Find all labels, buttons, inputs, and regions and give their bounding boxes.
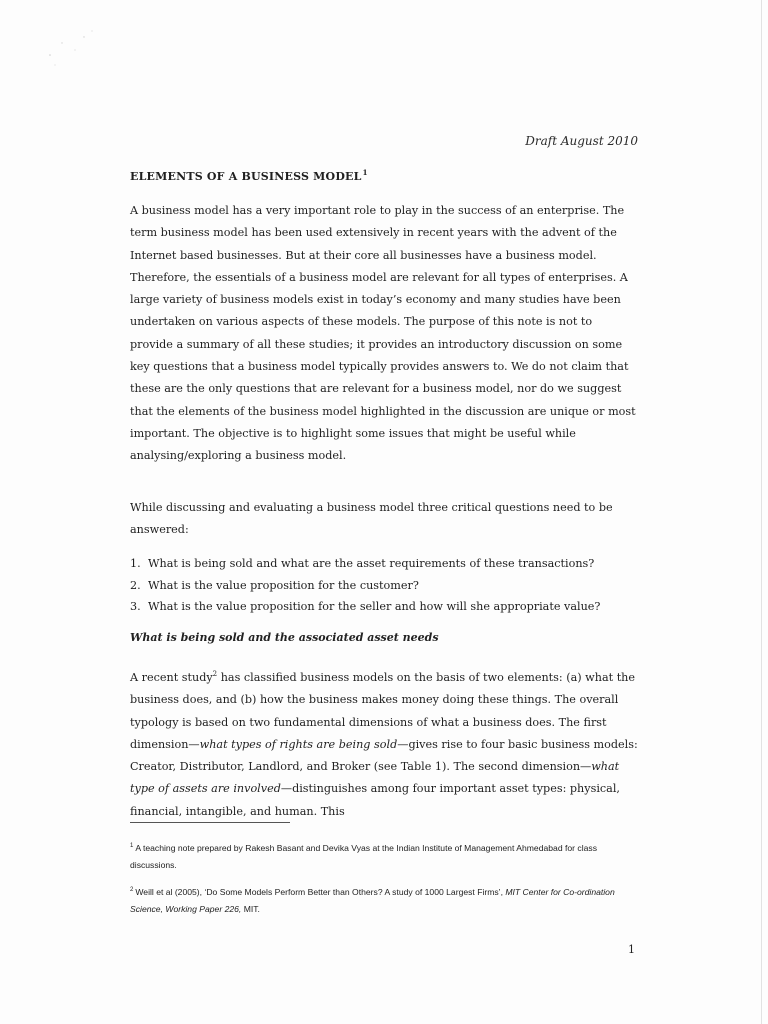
list-item-number: 1. xyxy=(130,557,141,570)
footnote-text: A teaching note prepared by Rakesh Basant and Devika Vyas at the Indian Institute of Management Ahmedabad for class discussions. xyxy=(130,843,597,870)
footnote-text-end: MIT. xyxy=(241,904,260,914)
list-item xyxy=(130,553,650,575)
scan-speckle xyxy=(40,25,100,75)
questions-intro-paragraph: While discussing and evaluating a business model three critical questions need to be answered: xyxy=(130,501,613,537)
list-item-number: 2. xyxy=(130,578,141,592)
study-paragraph xyxy=(130,663,638,823)
section-subheading: What is being sold and the associated asset needs xyxy=(130,631,439,644)
study-text: has classified business models on the basis of two elements: (a) what the business does, and (b) how the business makes money doing these things. The overall typology is based on two fundamental dimensions of what a business does. The first dimension— xyxy=(130,671,636,751)
footnote-separator xyxy=(130,822,290,823)
footnote-italic-text: MIT Center for Co-ordination Science, Working Paper 226, xyxy=(130,887,615,914)
critical-questions-list xyxy=(130,553,650,618)
study-italic-text: what type of assets are involved xyxy=(130,760,620,796)
list-item xyxy=(130,596,650,618)
footnote-1 xyxy=(130,838,630,874)
document-title xyxy=(130,168,368,183)
footnote-ref-2: 2 xyxy=(212,670,218,678)
footnote-2 xyxy=(130,882,630,918)
scan-edge-line xyxy=(761,0,762,1024)
study-text: —gives rise to four basic business models: Creator, Distributor, Landlord, and Broker (see Table 1). The second dimension— xyxy=(130,737,638,774)
study-text: —distinguishes among four important asset types: physical, financial, intangible, and human. This xyxy=(130,782,620,818)
footnote-text: Weill et al (2005), ‘Do Some Models Perform Better than Others? A study of 1000 Largest Firms’, xyxy=(135,887,506,897)
study-text: A recent study xyxy=(130,671,213,684)
page-number: 1 xyxy=(628,943,635,956)
title-footnote-ref: 1 xyxy=(362,168,368,177)
draft-date-header: Draft August 2010 xyxy=(525,134,638,148)
list-item-text: What is being sold and what are the asset requirements of these transactions? xyxy=(148,557,595,570)
list-item xyxy=(130,575,650,597)
list-item-text: What is the value proposition for the customer? xyxy=(148,578,419,592)
footnote-number: 2 xyxy=(130,887,134,893)
list-item-text: What is the value proposition for the seller and how will she appropriate value? xyxy=(148,600,601,613)
study-italic-text: what types of rights are being sold xyxy=(199,737,398,751)
intro-paragraph: A business model has a very important role to play in the success of an enterprise. The term business model has been used extensively in recent years with the advent of the Internet based businesses. But at their core all businesses have a business model. Therefore, the essentials of a business model are relevant for all types of enterprises. A large variety of business models exist in today’s economy and many studies have been undertaken on various aspects of these models. The purpose of this note is not to provide a summary of all these studies; it provides an introductory discussion on some key questions that a business model typically provides answers to. We do not claim that these are the only questions that are relevant for a business model, nor do we suggest that the elements of the business model highlighted in the discussion are unique or most important. The objective is to highlight some issues that might be useful while analysing/exploring a business model. xyxy=(130,204,636,463)
title-text: ELEMENTS OF A BUSINESS MODEL xyxy=(130,170,362,183)
footnote-number: 1 xyxy=(130,843,134,849)
list-item-number: 3. xyxy=(130,600,141,613)
